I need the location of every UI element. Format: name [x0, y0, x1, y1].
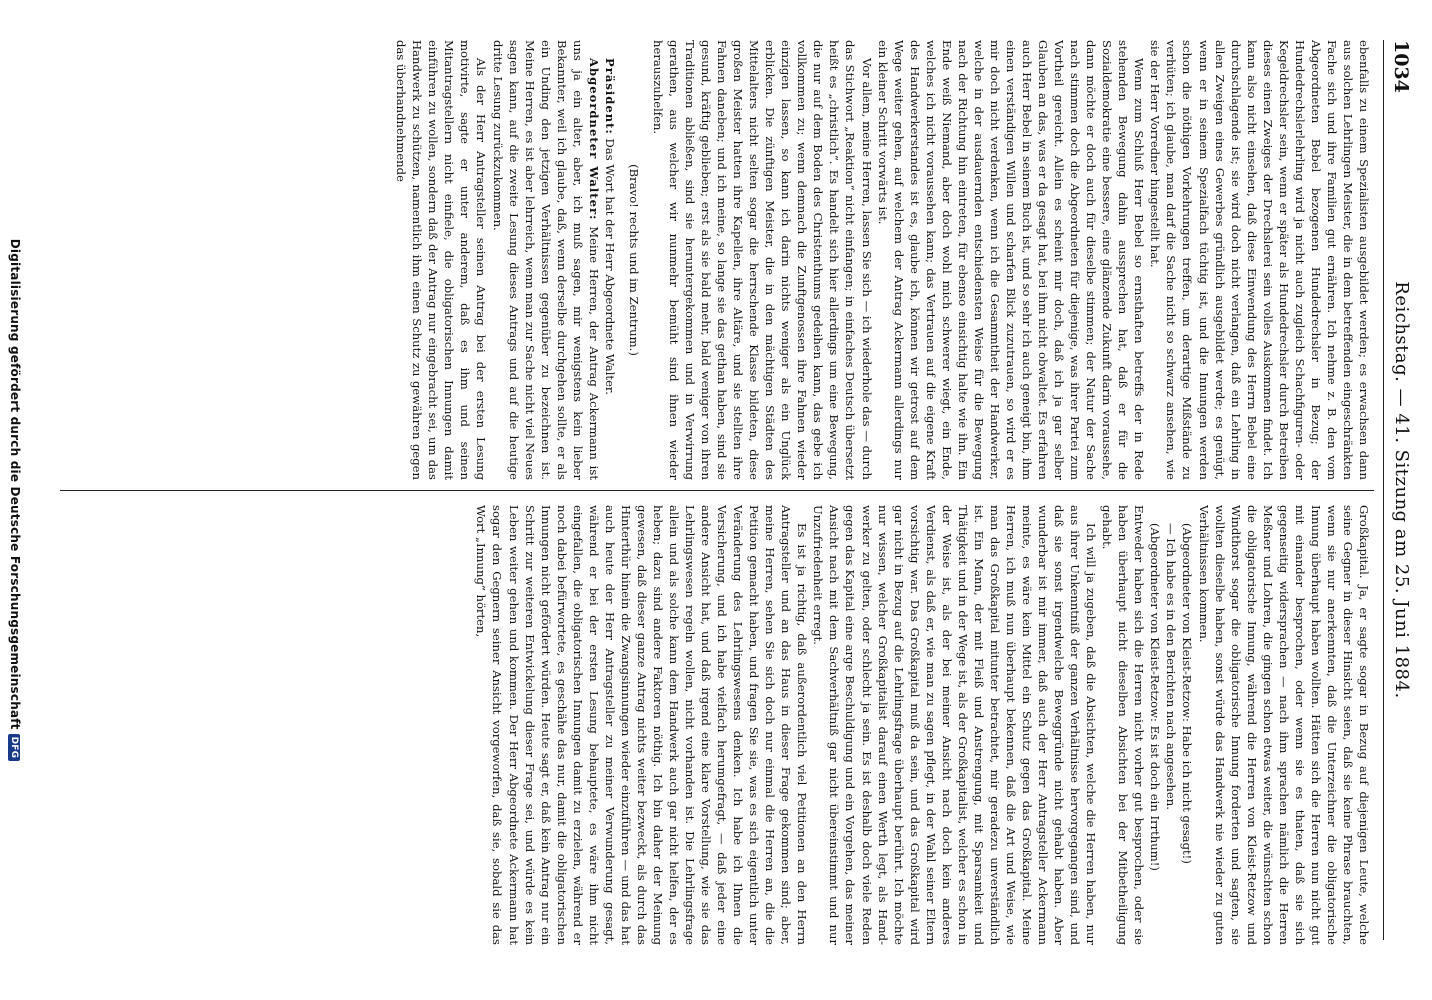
speaker-name: Abgeordneter Walter: — [586, 58, 601, 221]
paragraph-text: (Abgeordneter von Kleist-Retzow: Es ist doch ein Irrthum!) — [1148, 523, 1163, 871]
paragraph-text: ebenfalls zu einem Spezialisten ausgebildet werden; es erwachsen dann aus solchen Lehrlingen Meister, die in dem betreffenden eingeschränkten Fache sich und ihre Familien gut ernähren. Ich nehme z. B. den vom Abgeordneten Bebel bezogenen Hundedrechsler in Bezug; der Hundedrechslerlehrling wird ja nicht auch zugleich Schachfiguren- oder Kegeldrechsler sein, wenn er später als Hundedrechsler durch Betreiben dieses einen Zweiges der Drechslerei sein volles Auskommen findet. Ich kann also nicht einsehen, daß diese Einwendung des Herrn Bebel eine durchschlagende ist; sie wird doch nicht verlangen, daß ein Lehrling in allen Zweigen eines Gewerbes gründlich ausgebildet werde; es genügt, wenn er in seinem Spezialfach tüchtig ist, und die Innungen werden schon die nöthigen Vorkehrungen treffen, um derartige Mißstände zu verhüten; ich glaube, man darf die Sache nicht so schwarz ansehen, wie sie der Herr Vorredner hingestellt hat. — [1148, 40, 1371, 480]
paragraph — [1195, 505, 1372, 945]
paragraph — [810, 505, 1099, 945]
paragraph-text: Großkapital. Ja, er sagte sogar in Bezug auf diejenigen Leute, welche seine Gegner in dieser Hinsicht seien, daß sie keine Phrase brauchten, wenn sie nur anerkennten, daß die Unterzeichner die obligatorische Innung überhaupt haben wollten. Hätten sich die Herren nun nicht gut mit einander besprochen, oder wenn sie es thaten, daß sie sich gegenseitig widersprachen — nach ihm sprachen nämlich die Herren Meßner und Lohren, die gingen schon etwas weiter, die wünschten schon die obligatorische Innung, während die Herren von Kleist-Retzow und Windthorst sogar die obligatorische Innung forderten und sagten, sie wollten dieselbe haben, sonst würde das Handwerk nie wieder zu guten Verhältnissen kommen. — [1196, 505, 1371, 945]
paragraph — [393, 40, 489, 480]
right-column — [60, 505, 1372, 945]
paragraph — [1147, 40, 1372, 480]
paragraph-text: (Abgeordneter von Kleist-Retzow: Habe ich nicht gesagt!) — [1180, 523, 1195, 864]
paragraph-text: Als der Herr Antragsteller seinen Antrag bei der ersten Lesung motivirte, sagte er unter anderem, daß es ihm und seinen Mitantragstellern nicht einfiele, die obligatorischen Innungen damit einführen zu wollen, sondern daß der Antrag nur eingebracht sei, um das Handwerk zu schützen, namentlich ihm einen Schutz zu gewähren gegen das überhandnehmende — [394, 40, 489, 480]
page-number: 1034 — [1390, 40, 1412, 93]
running-title: Reichstag. — 41. Sitzung am 25. Juni 1884. — [1391, 281, 1412, 699]
paragraph — [875, 40, 1148, 480]
speaker-name: Präsident: — [602, 58, 617, 135]
paragraph-text: — Ich habe es in den Berichten nach angesehen. — [1164, 523, 1179, 810]
paragraph-text: (Bravo! rechts und im Zentrum.) — [626, 164, 641, 356]
left-column — [60, 40, 1372, 480]
paragraph-text: Meine Herren, der Antrag Ackermann ist uns ja ein alter, aber, ich muß sagen, mir wenigstens kein lieber Bekannter, weil ich glaube, daß, wenn derselbe durchgehen sollte, er als ein Unding den jetzigen Verhältnissen gegenüber zu bezeichnen ist. Meine Herren, es ist aber lehrreich, wenn man zur Sache nicht viel Neues sagen kann, auf die zweite Lesung dieses Antrags und auf die heutige dritte Lesung zurückzukommen. — [490, 40, 601, 480]
paragraph-text: Vor allem, meine Herren, lassen Sie sich — ich wiederhole das — durch das Stichwort „Reaktion“ nicht einfangen; in einfaches Deutsch übersetzt heißt es „christlich“. Es handelt sich hier allerdings um eine Bewegung, die nur auf dem Boden des Christenthums gedeihen kann, das gebe ich vollkommen zu; wenn demnach die Zunftgenossen ihre Fahnen wieder einzigen lassen, so kann ich darin nichts weniger als ein Unglück erblicken. Die zünftigen Meister, die in den mächtigen Städten des Mittelalters nicht selten sogar die herrschende Klasse bildeten, diese großen Meister hatten ihre Kapellen, ihre Altäre, und sie stellten ihre Fahnen daneben; und ich meine, so lange sie das gethan haben, sind sie gesund, kräftig geblieben; erst als sie bald mehr, bald weniger von ihren Traditionen abließen, sind sie heruntergekommen und in Verwirrung gerathen, aus welcher wir nunmehr bemüht sind ihnen wieder herauszuhelfen. — [650, 40, 874, 480]
paragraph — [602, 40, 618, 480]
paragraph-text: Entweder haben sich die Herren nicht vorher gut besprochen, oder sie haben überhaupt nicht dieselben Absichten bei der Mitbetheiligung gehabt. — [1100, 505, 1147, 945]
paragraph — [489, 40, 601, 480]
paragraph-text: Das Wort hat der Herr Abgeordnete Walter. — [602, 134, 617, 395]
column-divider — [60, 490, 1374, 491]
paragraph — [1147, 505, 1163, 945]
paragraph — [473, 505, 810, 945]
paragraph — [1163, 505, 1179, 945]
paragraph — [650, 40, 875, 480]
paragraph-text: Wenn zum Schluß Herr Bebel so ernsthaften betreffs der in Rede stehenden Bewegung dahin aussprechen hat, daß er für die Sozialdemokratie eine bessere, eine glänzende Zukunft darin voraussehe, dann möchte er doch auch für dieselbe stimmen; der Natur der Sache nach stimmen doch die Abgeordneten für diejenige, was ihrer Partei zum Vortheil gereicht. Allein es scheint mir doch, daß ich ja gar selber Glauben an das, was er da gesagt hat, bei ihm nicht obwaltet. Es erfahren auch Herr Bebel in seinem Buch ist, und so sehr ich auch geneigt bin, ihm einen verständigen Willen und scharfen Blick zuzutrauen, so wird er es mir doch nicht verdenken, wenn ich die Gesammtheit der Handwerker, welche in der ausdauernden entschiedensten Weise für die Bewegung nach der Richtung hin eintreten, für ebenso einsichtig halte wie ihn. Ein Ende weiß Niemand, aber doch wohl mich schwerer wiegt, ein Ende, welches ich nicht voraussehen kann; das Vertrauen auf die eigene Kraft des Handwerkerstandes ist es, glaube ich, können wir getrost auf dem Wege weiter gehen, auf welchem der Antrag Ackermann allerdings nur ein kleiner Schritt vorwärts ist. — [875, 40, 1147, 480]
dfg-logo: DFG — [9, 734, 21, 762]
paragraph-text: Ich will ja zugeben, daß die Absichten, welche die Herren haben, nur aus ihrer Unkenntniß der ganzen Verhältnisse hervorgegangen sind, und daß sie sonst irgendwelche Beweggründe nicht gehabt haben. Aber wunderbar ist mir immer, daß auch der Herr Antragsteller Ackermann meinte, es wäre kein Mittel ein Schutz gegen das Großkapital. Meine Herren, ich muß nun überhaupt bekennen, daß die Art und Weise, wie man das Großkapital mitunter betrachtet, mir geradezu unverständlich ist. Ein Mann, der mit Fleiß und Anstrengung, mit Sparsamkeit und Thätigkeit und in der Wege ist, als der Großkapitalist, welcher es schon in der Weise ist, als der bei meiner Ansicht nach doch kein anderes Verdienst, als daß er, wie man zu sagen pflegt, in der Wahl seiner Eltern vorsichtig war. Das Großkapital muß da sein, und das Großkapital wird gar nicht in Bezug auf die Lehrlingsfrage überhaupt berührt. Ich möchte nur wissen, welcher Großkapitalist darauf einen Werth legt, als Handwerker zu gelten, oder schlecht ja sein. Es ist deshalb doch viele Reden gegen das Kapital eine arge Beschuldigung und ein Vorgehen, das meiner Ansicht nach mit dem Sachverhältniß gar nicht übereinstimmt und nur Unzufriedenheit erregt. — [811, 505, 1099, 945]
digitization-credit — [8, 60, 22, 940]
digitization-credit-text: Digitalisierung gefördert durch die Deutsche Forschungsgemeinschaft — [8, 238, 22, 730]
paragraph — [1099, 505, 1147, 945]
page-header — [1383, 40, 1412, 940]
stage-direction — [626, 40, 642, 480]
paragraph-text: Es ist ja richtig, daß außerordentlich viel Petitionen an den Herrn Antragsteller und an das Haus in dieser Frage gekommen sind; aber, meine Herren, sehen Sie sich doch nur einmal die Herren an, die die Petition gemacht haben, und fragen Sie sie, was es sich eigentlich unter Veränderung des Lehrlingswesens denken. Ich habe ich Ihnen die Versicherung, und ich habe vielfach herumgefragt, — daß jeder eine andere Ansicht hat, und daß irgend eine klare Vorstellung, wie sie das Lehrlingswesen regeln wollen, nicht vorhanden ist. Die Lehrlingsfrage allein und als solche kann dem Handwerk auch gar nicht helfen, der es heben; dazu sind andere Faktoren nöthig. Ich bin daher der Meinung gewesen, daß dieser ganze Antrag nichts weiter bezweckt, als durch das Hinterthür hinein die Zwangsinnungen wieder einzuführen — und das hat auch heute der Herr Antragsteller zu meiner Verwunderung gesagt, während er bei der ersten Lesung behauptete, es wäre ihm nicht eingefallen, die obligatorischen Innungen damit zu erzielen, während er noch dabei befürwortete, es geschähe das nur, damit die obligatorischen Innungen nicht gefördert würden. Heute sagt er, daß kein Antrag nur ein Schritt zur weiteren Entwickelung dieser Frage sei, und würde es kein Leben weiter gehen und kommen. Der Herr Abgeordnete Ackermann hat sogar den Gegnern seiner Ansicht vorgeworfen, daß sie, sobald sie das Wort „Innung“ hörten, — [474, 505, 810, 945]
paragraph — [1179, 505, 1195, 945]
